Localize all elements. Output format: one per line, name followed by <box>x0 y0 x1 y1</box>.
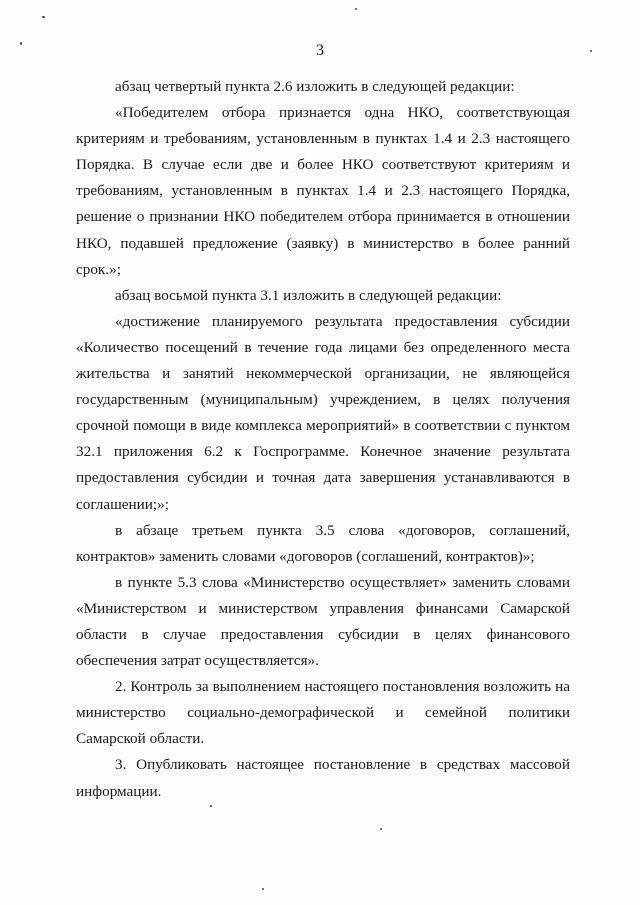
document-body <box>76 74 570 805</box>
paragraph: «достижение планируемого результата предоставления субсидии «Количество посещений в течение года лицами без определенного места жительства и занятий некоммерческой организации, не являющейся государственным (муниципальным) учреждением, в целях получения срочной помощи в виде комплекса мероприятий» в соответствии с пунктом 32.1 приложения 6.2 к Госпрограмме. Конечное значение результата предоставления субсидии и точная дата завершения устанавливаются в соглашении;»; <box>76 312 570 513</box>
scan-speck <box>355 8 357 10</box>
scan-speck <box>262 888 264 890</box>
scan-speck <box>210 805 212 807</box>
paragraph: в абзаце третьем пункта 3.5 слова «договоров, соглашений, контрактов» заменить словами «договоров (соглашений, контрактов)»; <box>76 521 570 565</box>
paragraph: абзац восьмой пункта 3.1 изложить в следующей редакции: <box>115 286 502 304</box>
paragraph: «Победителем отбора признается одна НКО, соответствующая критериям и требованиям, установленным в пунктах 1.4 и 2.3 настоящего Порядка. В случае если две и более НКО соответствуют критериям и требованиям, установленным в пунктах 1.4 и 2.3 настоящего Порядка, решение о признании НКО победителем отбора принимается в отношении НКО, подавшей предложение (заявку) в министерство в более ранний срок.»; <box>76 104 570 278</box>
paragraph: в пункте 5.3 слова «Министерство осуществляет» заменить словами «Министерством и министерством управления финансами Самарской области в случае предоставления субсидии в целях финансового обеспечения затрат осуществляется». <box>76 573 570 670</box>
page-number: 3 <box>316 42 324 59</box>
scan-speck <box>42 16 45 18</box>
paragraph: 3. Опубликовать настоящее постановление в средствах массовой информации. <box>76 756 570 800</box>
scan-speck <box>380 828 382 830</box>
paragraph: абзац четвертый пункта 2.6 изложить в следующей редакции: <box>115 78 515 95</box>
paragraph: 2. Контроль за выполнением настоящего постановления возложить на министерство социально-демографической и семейной политики Самарской области. <box>76 678 570 748</box>
